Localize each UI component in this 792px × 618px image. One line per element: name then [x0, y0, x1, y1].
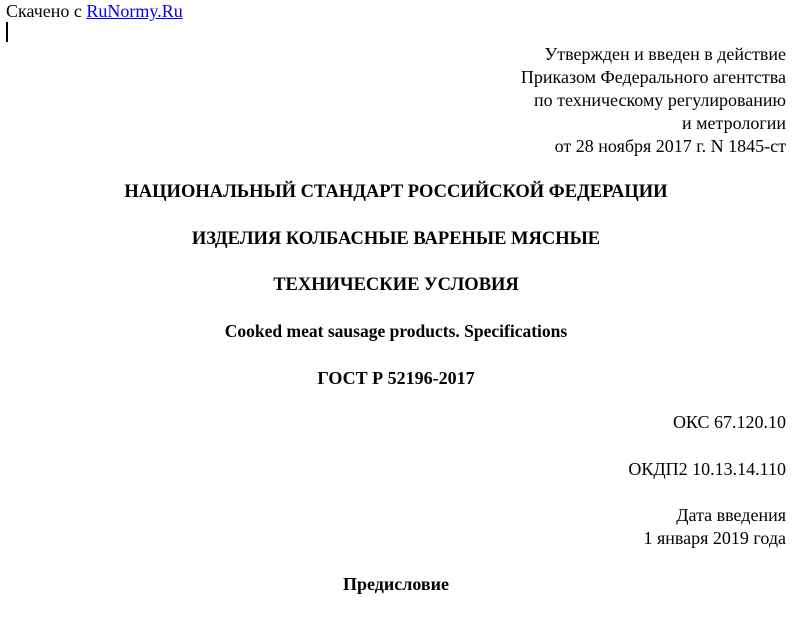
approval-line: от 28 ноября 2017 г. N 1845-ст: [554, 136, 786, 156]
standard-type-heading: НАЦИОНАЛЬНЫЙ СТАНДАРТ РОССИЙСКОЙ ФЕДЕРАЦИИ: [124, 182, 668, 202]
oks-code: ОКС 67.120.10: [672, 412, 786, 432]
gost-number: ГОСТ Р 52196-2017: [317, 368, 475, 388]
introduction-date-label: Дата введения: [676, 505, 786, 525]
source-prefix: Скачено с: [6, 1, 87, 21]
approval-line: Приказом Федерального агентства: [520, 67, 786, 87]
approval-line: Утвержден и введен в действие: [544, 44, 786, 64]
english-title: Cooked meat sausage products. Specifications: [224, 321, 568, 341]
approval-line: и метрологии: [682, 113, 786, 133]
runormy-link[interactable]: RuNormy.Ru: [86, 1, 183, 21]
approval-block: [521, 43, 786, 158]
source-line: [6, 0, 183, 22]
text-cursor: [6, 22, 8, 42]
approval-line: по техническому регулированию: [533, 90, 786, 110]
document-subtitle: ТЕХНИЧЕСКИЕ УСЛОВИЯ: [273, 275, 519, 295]
foreword-heading: Предисловие: [343, 574, 449, 594]
document-title: ИЗДЕЛИЯ КОЛБАСНЫЕ ВАРЕНЫЕ МЯСНЫЕ: [191, 229, 601, 249]
okdp2-code: ОКДП2 10.13.14.110: [628, 459, 786, 479]
introduction-date-value: 1 января 2019 года: [643, 528, 786, 548]
introduction-date-block: [643, 504, 786, 550]
